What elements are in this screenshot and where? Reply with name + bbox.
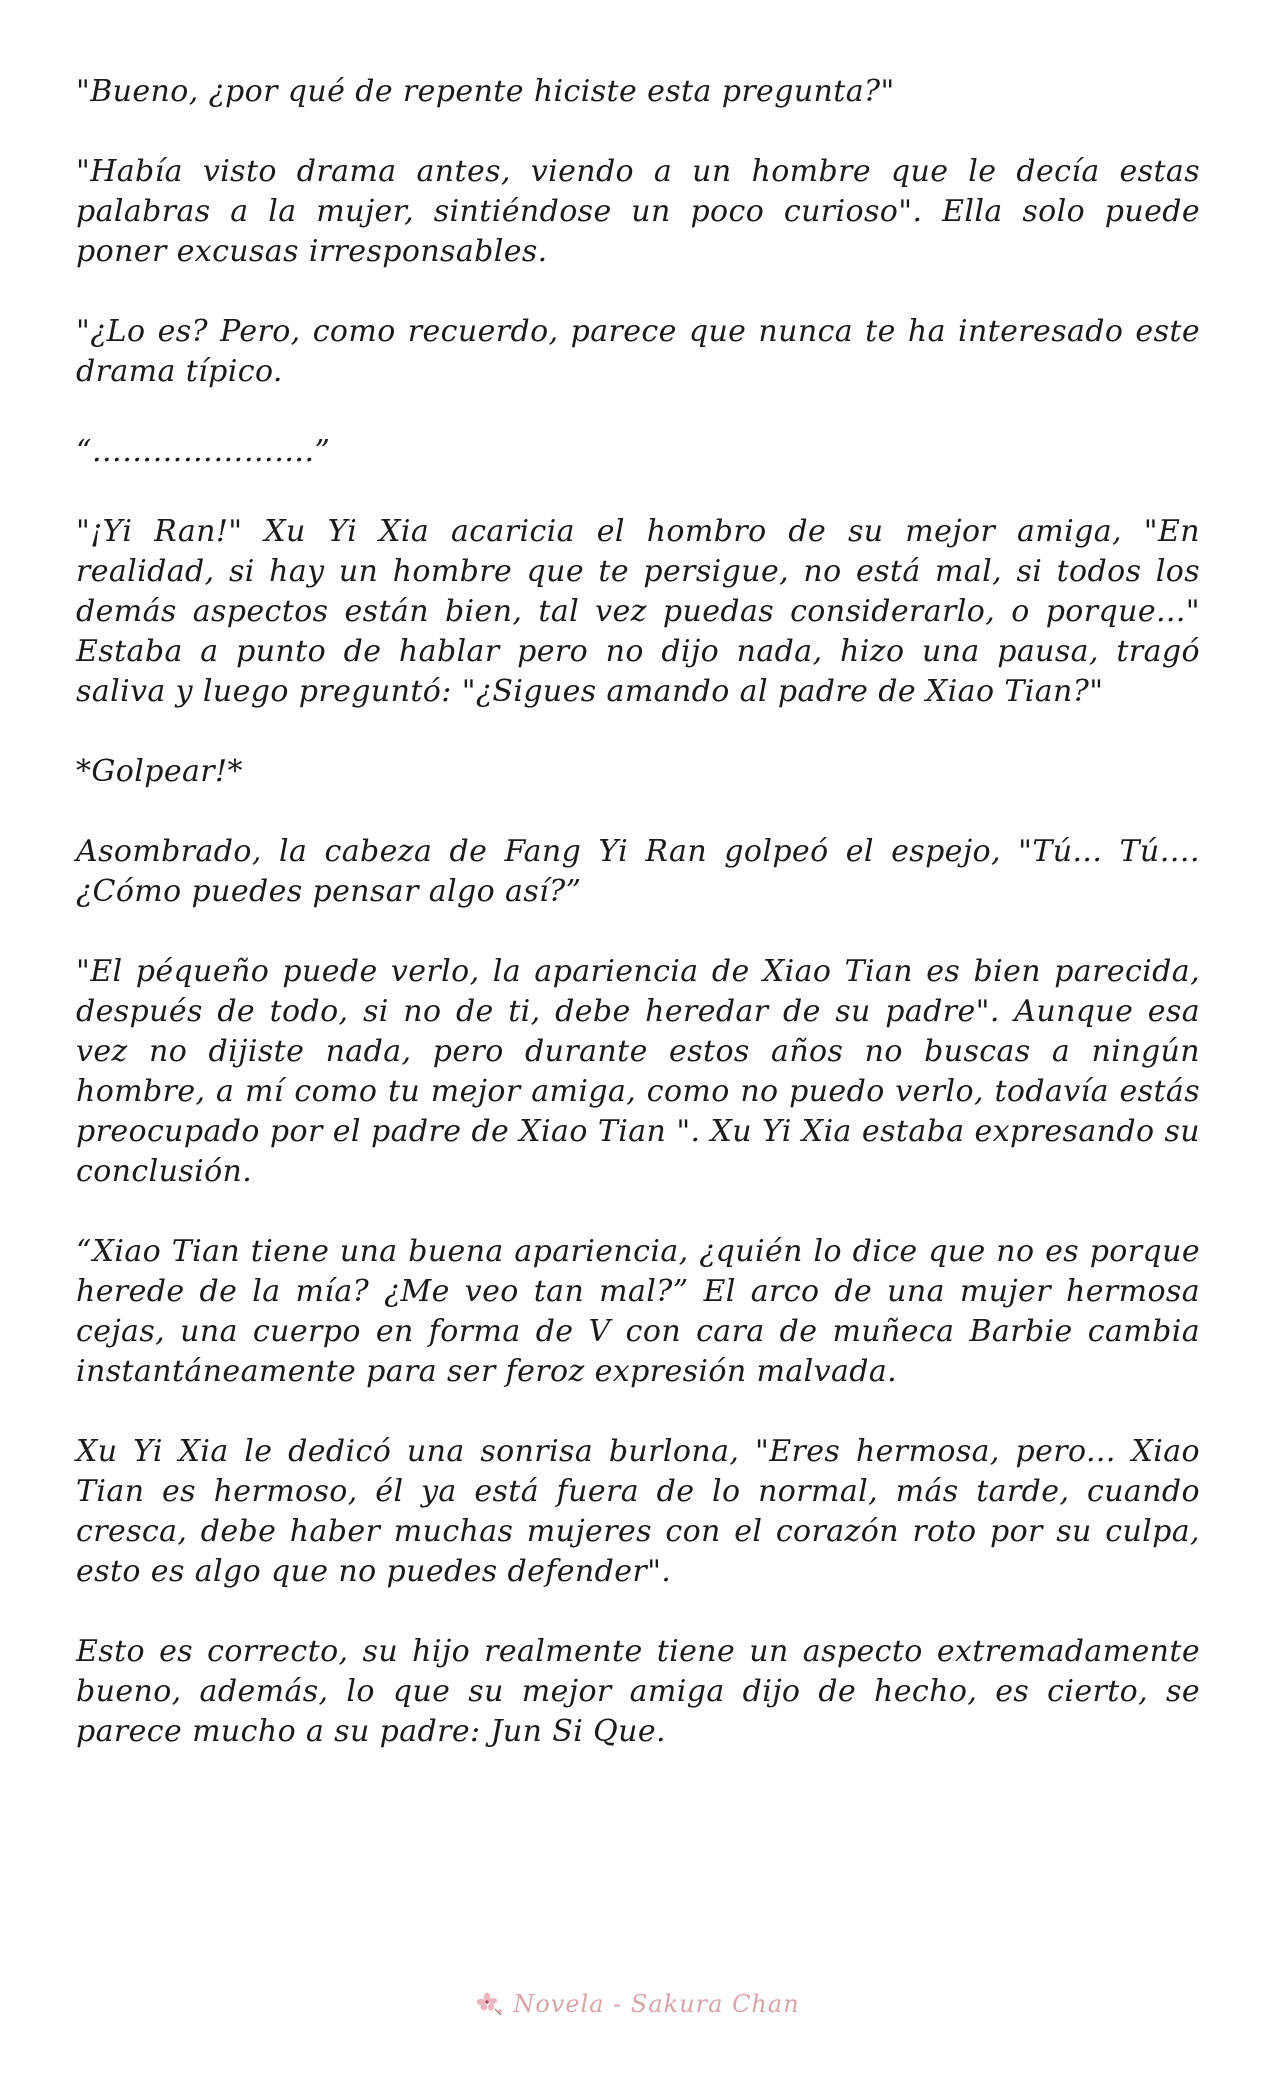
footer-watermark-text: Novela - Sakura Chan — [513, 1990, 800, 2018]
paragraph: “Xiao Tian tiene una buena apariencia, ¿quién lo dice que no es porque herede de la mía? ¿Me veo tan mal?” El arco de una mujer hermosa cejas, una cuerpo en forma de V con cara de muñeca Barbie cambia instantáneamente para ser feroz expresión malvada. — [76, 1234, 1200, 1389]
paragraph: "¡Yi Ran!" Xu Yi Xia acaricia el hombro de su mejor amiga, "En realidad, si hay un hombre que te persigue, no está mal, si todos los demás aspectos están bien, tal vez puedas considerarlo, o porque..." Estaba a punto de hablar pero no dijo nada, hizo una pausa, tragó saliva y luego preguntó: "¿Sigues amando al padre de Xiao Tian?" — [76, 514, 1200, 709]
paragraph: "¿Lo es? Pero, como recuerdo, parece que nunca te ha interesado este drama típico. — [76, 314, 1200, 389]
paragraph: Esto es correcto, su hijo realmente tiene un aspecto extremadamente bueno, además, lo que su mejor amiga dijo de hecho, es cierto, se parece mucho a su padre: Jun Si Que. — [76, 1634, 1200, 1749]
document-body — [76, 72, 1200, 1792]
paragraph: *Golpear!* — [76, 754, 243, 789]
paragraph: “………………….” — [76, 434, 331, 469]
paragraph: "El péqueño puede verlo, la apariencia de Xiao Tian es bien parecida, después de todo, si no de ti, debe heredar de su padre". Aunque esa vez no dijiste nada, pero durante estos años no buscas a ningún hombre, a mí como tu mejor amiga, como no puedo verlo, todavía estás preocupado por el padre de Xiao Tian ". Xu Yi Xia estaba expresando su conclusión. — [76, 954, 1200, 1189]
paragraph: "Bueno, ¿por qué de repente hiciste esta pregunta?" — [76, 74, 895, 109]
paragraph: Xu Yi Xia le dedicó una sonrisa burlona, "Eres hermosa, pero... Xiao Tian es hermoso, él ya está fuera de lo normal, más tarde, cuando cresca, debe haber muchas mujeres con el corazón roto por su culpa, esto es algo que no puedes defender". — [76, 1434, 1200, 1589]
footer-watermark — [0, 1984, 1275, 2024]
sakura-flower-icon — [475, 1989, 505, 2019]
paragraph: Asombrado, la cabeza de Fang Yi Ran golpeó el espejo, "Tú... Tú…. ¿Cómo puedes pensar algo así?” — [76, 834, 1200, 909]
footer-watermark-group — [475, 1989, 799, 2019]
paragraph: "Había visto drama antes, viendo a un hombre que le decía estas palabras a la mujer, sintiéndose un poco curioso". Ella solo puede poner excusas irresponsables. — [76, 154, 1200, 269]
